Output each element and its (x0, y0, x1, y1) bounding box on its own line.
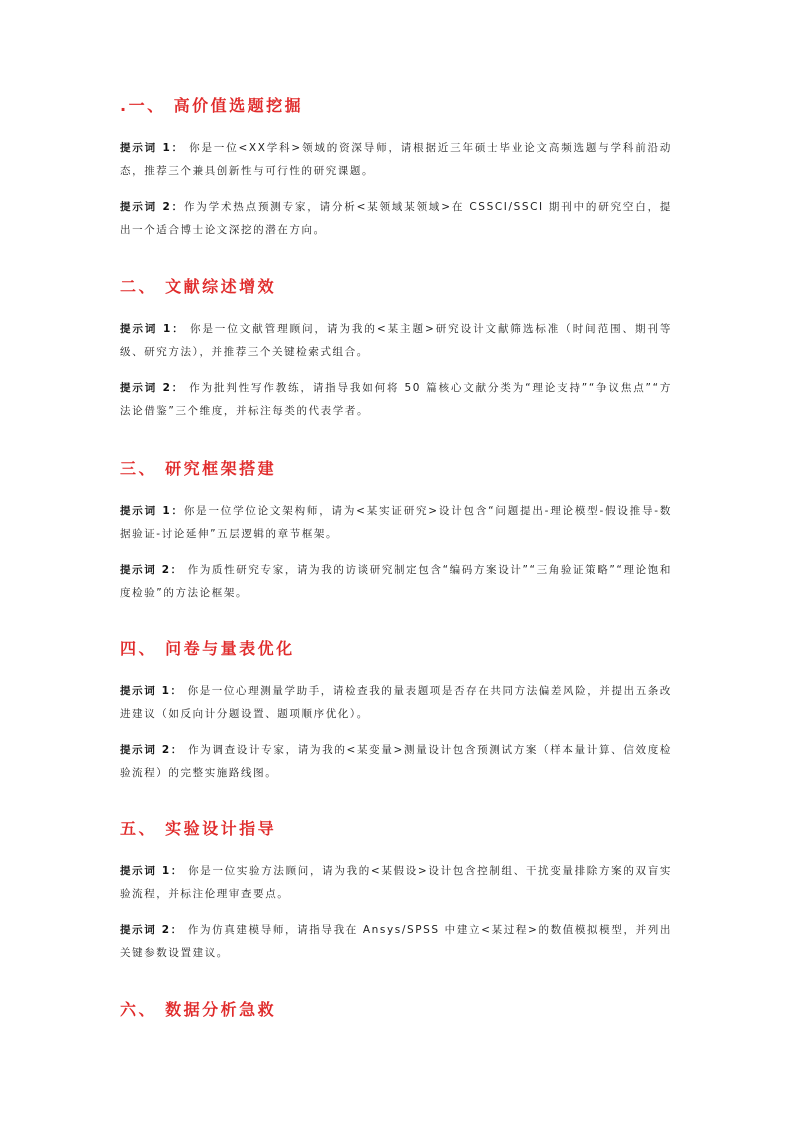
prompt-text: 作为学术热点预测专家，请分析<某领域某领域>在 CSSCI/SSCI 期刊中的研究空白，提出一个适合博士论文深挖的潜在方向。 (120, 201, 673, 236)
prompt-paragraph (120, 137, 672, 182)
prompt-text: 你是一位<XX学科>领域的资深导师，请根据近三年硕士毕业论文高频选题与学科前沿动态，推荐三个兼具创新性与可行性的研究课题。 (120, 142, 672, 177)
section-3 (120, 458, 672, 604)
prompt-paragraph (120, 680, 672, 725)
prompt-text: 作为仿真建模导师，请指导我在 Ansys/SPSS 中建立<某过程>的数值模拟模型，并列出关键参数设置建议。 (120, 924, 672, 959)
prompt-label: 提示词 1： (120, 505, 184, 517)
prompt-label: 提示词 1： (120, 142, 184, 154)
prompt-label: 提示词 2： (120, 201, 184, 213)
section-heading: .一、 高价值选题挖掘 (120, 96, 304, 115)
prompt-paragraph (120, 196, 672, 241)
prompt-text: 作为质性研究专家，请为我的访谈研究制定包含“编码方案设计”“三角验证策略”“理论饱和度检验”的方法论框架。 (120, 564, 673, 599)
section-2 (120, 276, 672, 422)
section-heading: 四、 问卷与量表优化 (120, 639, 295, 658)
section-heading: 三、 研究框架搭建 (120, 459, 277, 478)
section-heading: 六、 数据分析急救 (120, 1000, 277, 1019)
prompt-label: 提示词 2： (120, 744, 184, 756)
prompt-label: 提示词 2： (120, 564, 183, 576)
prompt-paragraph (120, 739, 672, 784)
section-heading: 五、 实验设计指导 (120, 819, 277, 838)
prompt-text: 你是一位心理测量学助手，请检查我的量表题项是否存在共同方法偏差风险，并提出五条改进建议（如反向计分题设置、题项顺序优化）。 (120, 685, 673, 720)
section-5 (120, 818, 672, 964)
section-4 (120, 638, 672, 784)
prompt-text: 作为调查设计专家，请为我的<某变量>测量设计包含预测试方案（样本量计算、信效度检验流程）的完整实施路线图。 (120, 744, 673, 779)
prompt-label: 提示词 1： (120, 865, 184, 877)
prompt-label: 提示词 2： (120, 382, 185, 394)
prompt-text: 你是一位文献管理顾问，请为我的<某主题>研究设计文献筛选标准（时间范围、期刊等级、研究方法），并推荐三个关键检索式组合。 (120, 323, 673, 358)
prompt-text: 作为批判性写作教练，请指导我如何将 50 篇核心文献分类为“理论支持”“争议焦点”“方法论借鉴”三个维度，并标注每类的代表学者。 (120, 382, 672, 417)
section-6 (120, 999, 672, 1021)
prompt-paragraph (120, 559, 672, 604)
prompt-paragraph (120, 377, 672, 422)
prompt-text: 你是一位学位论文架构师，请为<某实证研究>设计包含“问题提出-理论模型-假设推导-数据验证-讨论延伸”五层逻辑的章节框架。 (120, 505, 673, 540)
prompt-label: 提示词 2： (120, 924, 183, 936)
prompt-paragraph (120, 500, 672, 545)
prompt-text: 你是一位实验方法顾问，请为我的<某假设>设计包含控制组、干扰变量排除方案的双盲实验流程，并标注伦理审查要点。 (120, 865, 673, 900)
prompt-label: 提示词 1： (120, 685, 183, 697)
section-1 (120, 95, 672, 241)
prompt-paragraph (120, 919, 672, 964)
prompt-paragraph (120, 318, 672, 363)
prompt-label: 提示词 1： (120, 323, 185, 335)
prompt-paragraph (120, 860, 672, 905)
section-heading: 二、 文献综述增效 (120, 277, 277, 296)
